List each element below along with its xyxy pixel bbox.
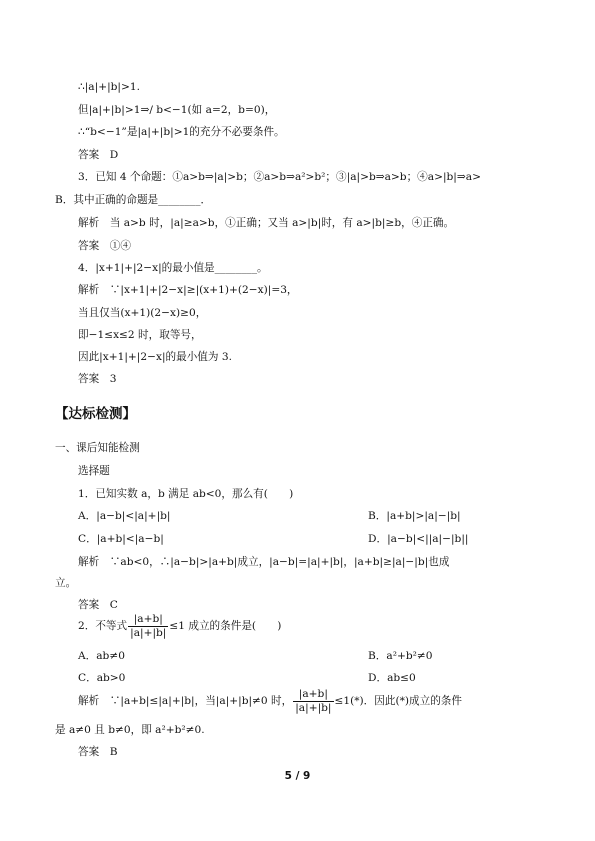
subsection-heading: 一、课后知能检测 bbox=[55, 442, 140, 454]
option-c: C．|a+b|<|a−b| bbox=[78, 533, 164, 545]
question-2 bbox=[0, 612, 595, 640]
page-number: 5 / 9 bbox=[284, 770, 311, 782]
text-line: 立。 bbox=[55, 577, 77, 589]
option-d: D．ab≤0 bbox=[368, 672, 416, 684]
option-c: C．ab>0 bbox=[78, 672, 126, 684]
analysis-line: 解析 ∵ab<0，∴|a−b|>|a+b|成立，|a−b|=|a|+|b|，|a+b|≥|a|−|b|也成 bbox=[78, 556, 450, 568]
question-4: 4．|x+1|+|2−x|的最小值是________。 bbox=[78, 262, 268, 274]
answer-line: 答案 ①④ bbox=[78, 240, 131, 252]
options-row bbox=[0, 532, 595, 547]
option-a: A．ab≠0 bbox=[78, 650, 125, 662]
analysis-line: 解析 ∵|x+1|+|2−x|≥|(x+1)+(2−x)|=3， bbox=[78, 284, 298, 296]
text-line: 但|a|+|b|>1⇒/ b<−1(如 a=2，b=0)， bbox=[78, 104, 276, 116]
options-row bbox=[0, 671, 595, 686]
fraction bbox=[293, 688, 333, 715]
text-line: ∴|a|+|b|>1. bbox=[78, 81, 140, 93]
section-title: 【达标检测】 bbox=[55, 406, 136, 422]
text-line: 因此|x+1|+|2−x|的最小值为 3. bbox=[78, 351, 232, 363]
fraction-denominator: |a|+|b| bbox=[295, 701, 332, 714]
fraction-denominator: |a|+|b| bbox=[130, 626, 167, 639]
text-line: B．其中正确的命题是________． bbox=[55, 194, 212, 206]
question-suffix: ≤1 成立的条件是( ) bbox=[169, 620, 282, 632]
question-1: 1．已知实数 a，b 满足 ab<0，那么有( ) bbox=[78, 488, 294, 500]
option-a: A．|a−b|<|a|+|b| bbox=[78, 510, 171, 522]
question-3: 3．已知 4 个命题：①a>b⇒|a|>b；②a>b⇒a²>b²；③|a|>b⇒a>b；④a>|b|⇒a> bbox=[78, 171, 481, 183]
text-line: 当且仅当(x+1)(2−x)≥0， bbox=[78, 307, 207, 319]
answer-line: 答案 C bbox=[78, 599, 118, 611]
options-row bbox=[0, 509, 595, 524]
option-d: D．|a−b|<||a|−|b|| bbox=[368, 533, 469, 545]
options-row bbox=[0, 649, 595, 664]
analysis-prefix: 解析 ∵|a+b|≤|a|+|b|，当|a|+|b|≠0 时， bbox=[78, 695, 293, 707]
answer-line: 答案 B bbox=[78, 746, 118, 758]
analysis-suffix: ≤1(*)．因此(*)成立的条件 bbox=[334, 695, 462, 707]
answer-line: 答案 D bbox=[78, 149, 119, 161]
text-line: 是 a≠0 且 b≠0，即 a²+b²≠0. bbox=[55, 724, 205, 736]
analysis-line bbox=[0, 687, 595, 715]
text-line: ∴“b<−1”是|a|+|b|>1的充分不必要条件。 bbox=[78, 126, 285, 138]
answer-line: 答案 3 bbox=[78, 373, 117, 385]
fraction-numerator: |a+b| bbox=[293, 688, 333, 702]
text-line: 即−1≤x≤2 时，取等号， bbox=[78, 329, 202, 341]
text-line: 选择题 bbox=[78, 465, 110, 477]
analysis-line: 解析 当 a>b 时，|a|≥a>b，①正确；又当 a>|b|时，有 a>|b|≥b，④正确。 bbox=[78, 217, 455, 229]
fraction-numerator: |a+b| bbox=[128, 613, 168, 627]
option-b: B．|a+b|>|a|−|b| bbox=[368, 510, 461, 522]
option-b: B．a²+b²≠0 bbox=[368, 650, 433, 662]
fraction bbox=[128, 613, 168, 640]
question-prefix: 2．不等式 bbox=[78, 620, 128, 632]
